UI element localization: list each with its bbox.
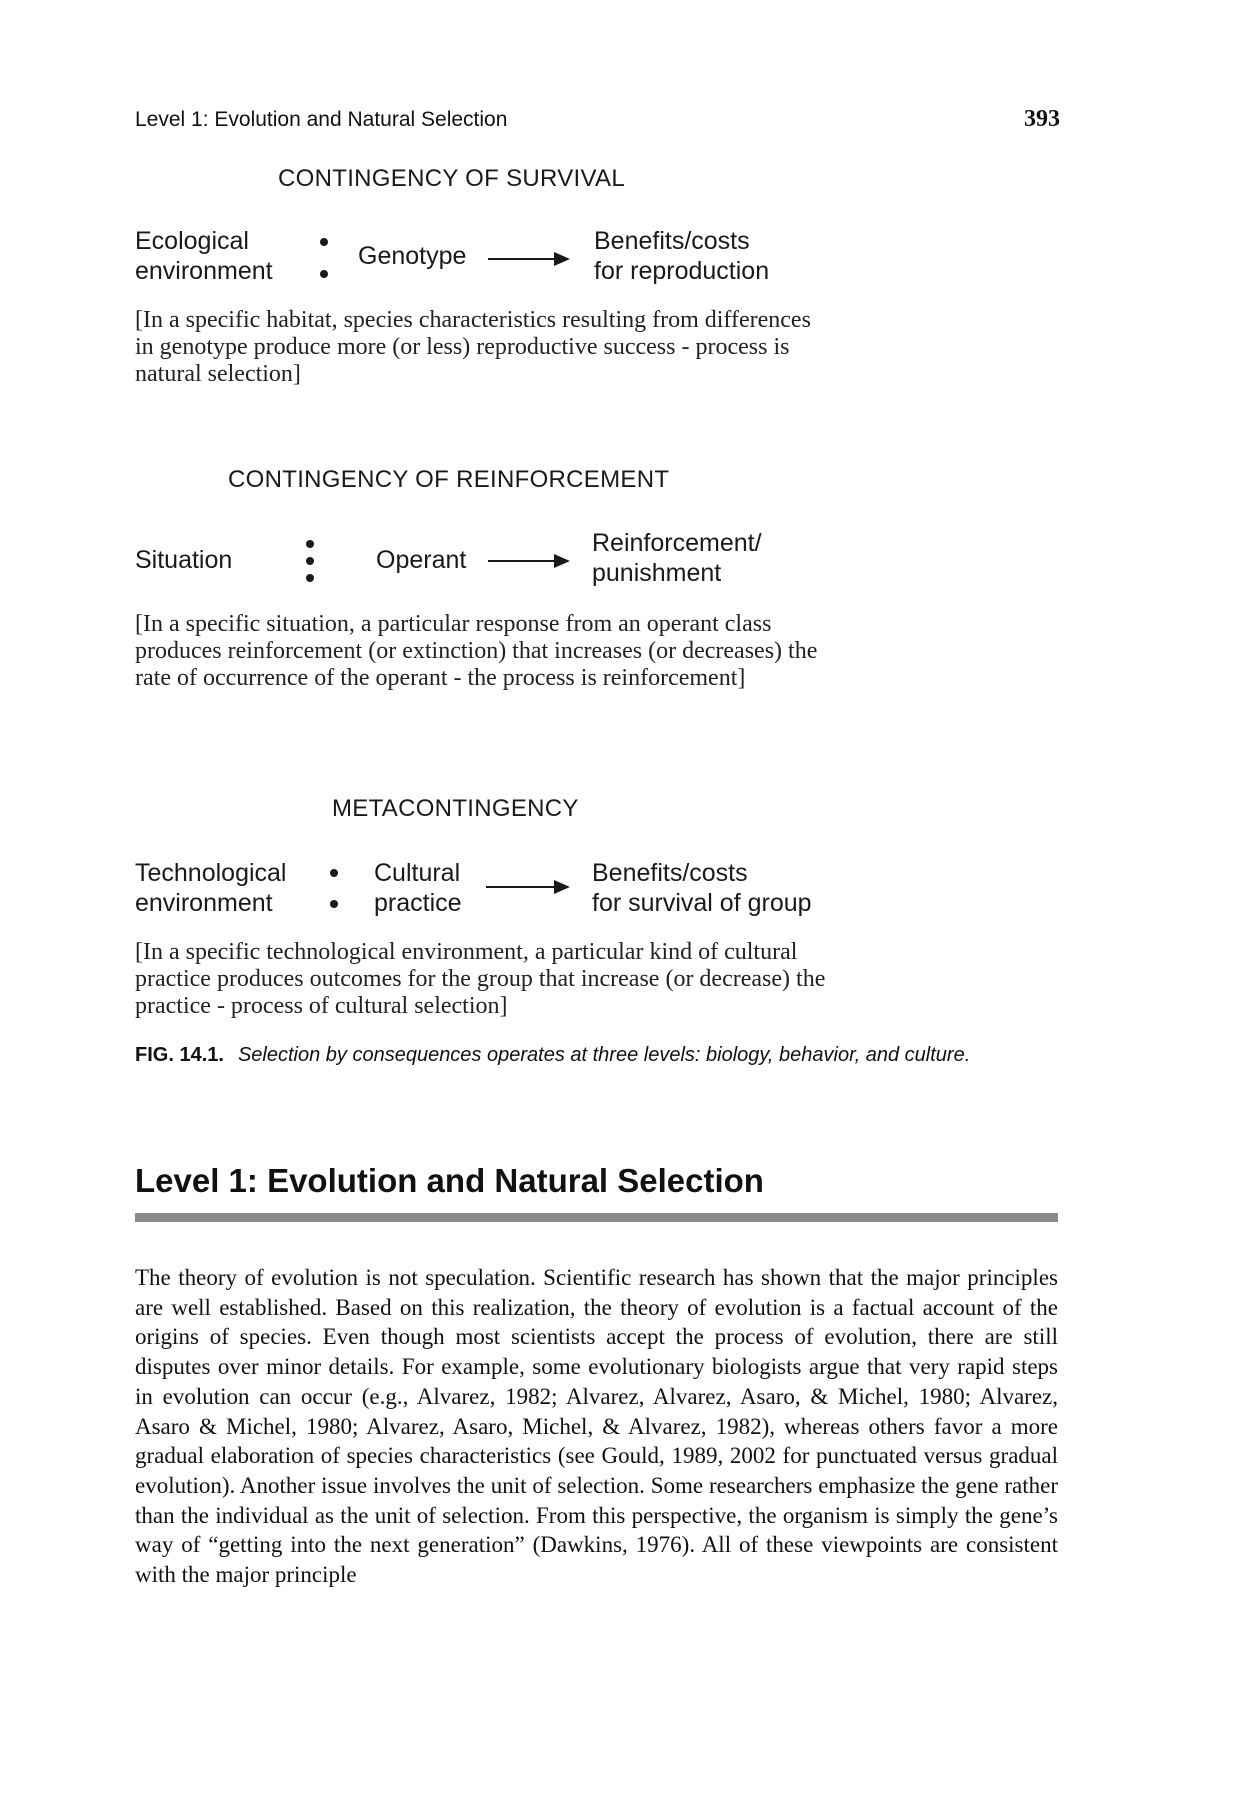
section-rule <box>135 1213 1058 1222</box>
arrow-icon <box>486 886 568 888</box>
reinforcement-note: [In a specific situation, a particular response from an operant class produces reinforcement (or extinction) that increases (or decreases) the rate of occurrence of the operant - the process is reinforcement] <box>135 611 818 691</box>
figure-caption <box>135 1044 1095 1067</box>
survival-note: [In a specific habitat, species characteristics resulting from differences in genotype produce more (or less) reproductive success - process is natural selection] <box>135 307 811 387</box>
meta-left-line1: Technological <box>135 859 287 887</box>
running-head-title: Level 1: Evolution and Natural Selection <box>135 108 508 131</box>
reinforcement-right-line1: Reinforcement/ <box>592 529 762 557</box>
metacontingency-heading: METACONTINGENCY <box>332 795 579 822</box>
survival-right-line2: for reproduction <box>594 257 770 285</box>
meta-left-line2: environment <box>135 889 273 917</box>
bullet-dot <box>320 270 328 278</box>
survival-right-line1: Benefits/costs <box>594 227 750 255</box>
survival-heading: CONTINGENCY OF SURVIVAL <box>278 165 625 192</box>
caption-label: FIG. 14.1. <box>135 1044 224 1066</box>
bullet-dot <box>330 869 338 877</box>
body-paragraph: The theory of evolution is not speculation. Scientific research has shown that the major principles are well established. Based on this realization, the theory of evolution is a factual account of the origins of species. Even though most scientists accept the process of evolution, there are still disputes over minor details. For example, some evolutionary biologists argue that very rapid steps in evolution can occur (e.g., Alvarez, 1982; Alvarez, Alvarez, Asaro, & Michel, 1980; Alvarez, Asaro & Michel, 1980; Alvarez, Asaro, Michel, & Alvarez, 1982), whereas others favor a more gradual elaboration of species characteristics (see Gould, 1989, 2002 for punctuated versus gradual evolution). Another issue involves the unit of selection. Some researchers emphasize the gene rather than the individual as the unit of selection. From this perspective, the organism is simply the gene’s way of “getting into the next generation” (Dawkins, 1976). All of these viewpoints are consistent with the major principle <box>135 1265 1058 1588</box>
bullet-dot <box>330 900 338 908</box>
survival-left-line1: Ecological <box>135 227 249 255</box>
reinforcement-middle: Operant <box>376 546 467 574</box>
reinforcement-right-line2: punishment <box>592 559 722 587</box>
bullet-dot <box>320 238 328 246</box>
metacontingency-note: [In a specific technological environment, a particular kind of cultural practice produces outcomes for the group that increase (or decrease) the practice - process of cultural selection] <box>135 939 826 1019</box>
survival-left-line2: environment <box>135 257 273 285</box>
meta-middle-line2: practice <box>374 889 462 917</box>
meta-right-line1: Benefits/costs <box>592 859 748 887</box>
arrow-icon <box>488 560 568 562</box>
reinforcement-heading: CONTINGENCY OF REINFORCEMENT <box>228 466 670 493</box>
survival-middle: Genotype <box>358 242 467 270</box>
meta-right-line2: for survival of group <box>592 889 812 917</box>
section-title: Level 1: Evolution and Natural Selection <box>135 1162 764 1199</box>
bullet-dot <box>306 557 314 565</box>
bullet-dot <box>306 574 314 582</box>
caption-text: Selection by consequences operates at three levels: biology, behavior, and culture. <box>237 1044 971 1066</box>
meta-middle-line1: Cultural <box>374 859 461 887</box>
arrow-icon <box>488 258 568 260</box>
page-number: 393 <box>1024 106 1060 132</box>
bullet-dot <box>306 540 314 548</box>
running-head <box>135 108 1060 138</box>
reinforcement-left: Situation <box>135 546 233 574</box>
